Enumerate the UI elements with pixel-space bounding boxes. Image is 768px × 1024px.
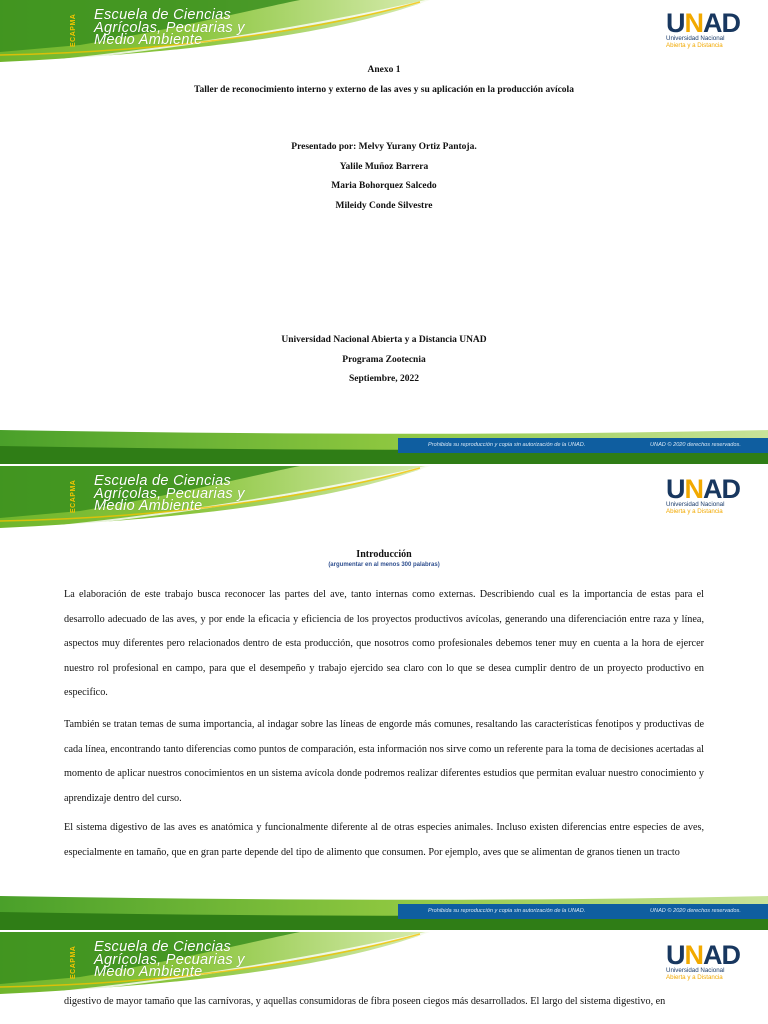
section-title: Introducción [356,549,412,560]
paragraph: También se tratan temas de suma importancia, al indagar sobre las líneas de engorde más comunes, resaltando las características fenotipos y productivas de cada línea, encontrando tanto diferencias como puntos de comparación, esta información nos sirve como un referente para la toma de decisiones acertadas al momento de aplicar nuestros conocimientos en un sistema avícola donde podremos realizar diferentes estudios que permitan evaluar nuestro conocimiento y aprendizaje dentro del curso. [64,719,704,804]
unad-logo-letter: D [721,474,740,504]
unad-logo-subtitle [666,967,724,981]
school-abbreviation: ECAPMA [70,945,77,979]
unad-logo-subtitle-1: Universidad Nacional [666,35,725,42]
introduction-page [0,466,768,932]
document-title: Taller de reconocimiento interno y externo de las aves y su aplicación en la producción avícola [194,84,574,95]
institution-block [0,331,768,390]
presenter-line: Maria Bohorquez Salcedo [331,181,437,191]
unad-logo-word [666,9,740,37]
unad-logo-letter: A [703,474,722,504]
unad-logo [666,941,742,981]
unad-logo-letter: U [666,8,685,38]
unad-logo [666,9,742,49]
unad-logo-letter: A [703,8,722,38]
unad-logo-letter: D [721,8,740,38]
section-instruction-note: (argumentar en al menos 300 palabras) [328,562,440,568]
unad-logo-subtitle-1: Universidad Nacional [666,501,725,508]
document-date: Septiembre, 2022 [348,374,419,384]
school-name-line-1: Escuela de Ciencias [94,473,232,489]
page-footer [0,428,768,464]
unad-logo-letter: N [684,940,703,970]
page-header [0,466,768,528]
unad-logo-letter: N [684,8,703,38]
cover-page [0,0,768,466]
unad-logo-subtitle [666,35,724,49]
page-footer [0,894,768,930]
school-name-line-2: Agrícolas, Pecuarias y [94,485,245,502]
school-name-line-3: Medio Ambiente [94,32,203,48]
footer-copyright: UNAD © 2020 derechos reservados. [650,441,741,448]
page-header [0,932,768,994]
school-name-line-2: Agrícolas, Pecuarias y [94,19,245,36]
annex-label: Anexo 1 [367,65,401,75]
unad-logo-subtitle-2: Abierta y a Distancia [666,508,723,515]
unad-logo-subtitle-2: Abierta y a Distancia [666,974,723,981]
continuation-page [0,932,768,1024]
paragraph: El sistema digestivo de las aves es anatómica y funcionalmente diferente al de otras especies animales. Incluso existen diferencias entre especies de aves, especialmente en tamaño, que en gran parte depende del tipo de alimento que consumen. Por ejemplo, aves que se alimentan de granos tienen un tracto [64,822,704,858]
footer-notice-bar [398,904,768,919]
unad-logo-letter: U [666,474,685,504]
page-header [0,0,768,62]
unad-logo-subtitle-1: Universidad Nacional [666,967,725,974]
unad-logo-word [666,475,740,503]
school-name-line-2: Agrícolas, Pecuarias y [94,951,245,968]
school-name [94,941,245,979]
school-name-line-1: Escuela de Ciencias [94,7,232,23]
footer-copyright: UNAD © 2020 derechos reservados. [650,907,741,914]
footer-notice-bar [398,438,768,453]
unad-logo [666,475,742,515]
unad-logo-word [666,941,740,969]
presenter-line: Mileidy Conde Silvestre [335,200,433,211]
program-name: Programa Zootecnia [342,354,426,365]
footer-notice: Prohibida su reproducción y copia sin autorización de la UNAD. [428,441,586,448]
unad-logo-letter: D [721,940,740,970]
presenter-line: Presentado por: Melvy Yurany Ortiz Pantoja. [291,142,477,152]
school-name-line-1: Escuela de Ciencias [94,939,232,955]
unad-logo-letter: A [703,940,722,970]
school-name [94,475,245,513]
unad-logo-subtitle-2: Abierta y a Distancia [666,42,723,49]
footer-notice: Prohibida su reproducción y copia sin autorización de la UNAD. [428,907,586,914]
presenters-block [0,138,768,216]
institution-name: Universidad Nacional Abierta y a Distancia UNAD [281,335,487,345]
presenter-line: Yalile Muñoz Barrera [339,161,429,172]
paragraph: digestivo de mayor tamaño que las carnívoras, y aquellas consumidoras de fibra poseen ciegos más desarrollados. El largo del sistema digestivo, en [64,996,666,1007]
paragraph: La elaboración de este trabajo busca reconocer las partes del ave, tanto internas como externas. Describiendo cual es la importancia de estas para el desarrollo adecuado de las aves, y por ende la eficacia y eficiencia de los proyectos productivos avícolas, generando una diferenciación entre raza y línea, aspectos muy diferentes pero relacionados dentro de esta producción, que nosotros como profesionales debemos tener muy en cuenta a la hora de ejercer nuestro rol profesional en campo, para que el desempeño y trabajo ejercido sea claro con lo que se desea cumplir dentro de un proyecto productivo en especifico. [64,589,704,698]
school-name [94,9,245,47]
cover-header-block [0,61,768,100]
school-abbreviation: ECAPMA [70,479,77,513]
unad-logo-letter: U [666,940,685,970]
school-name-line-3: Medio Ambiente [94,498,203,514]
school-name-line-3: Medio Ambiente [94,964,203,980]
unad-logo-letter: N [684,474,703,504]
unad-logo-subtitle [666,501,724,515]
school-abbreviation: ECAPMA [70,13,77,47]
